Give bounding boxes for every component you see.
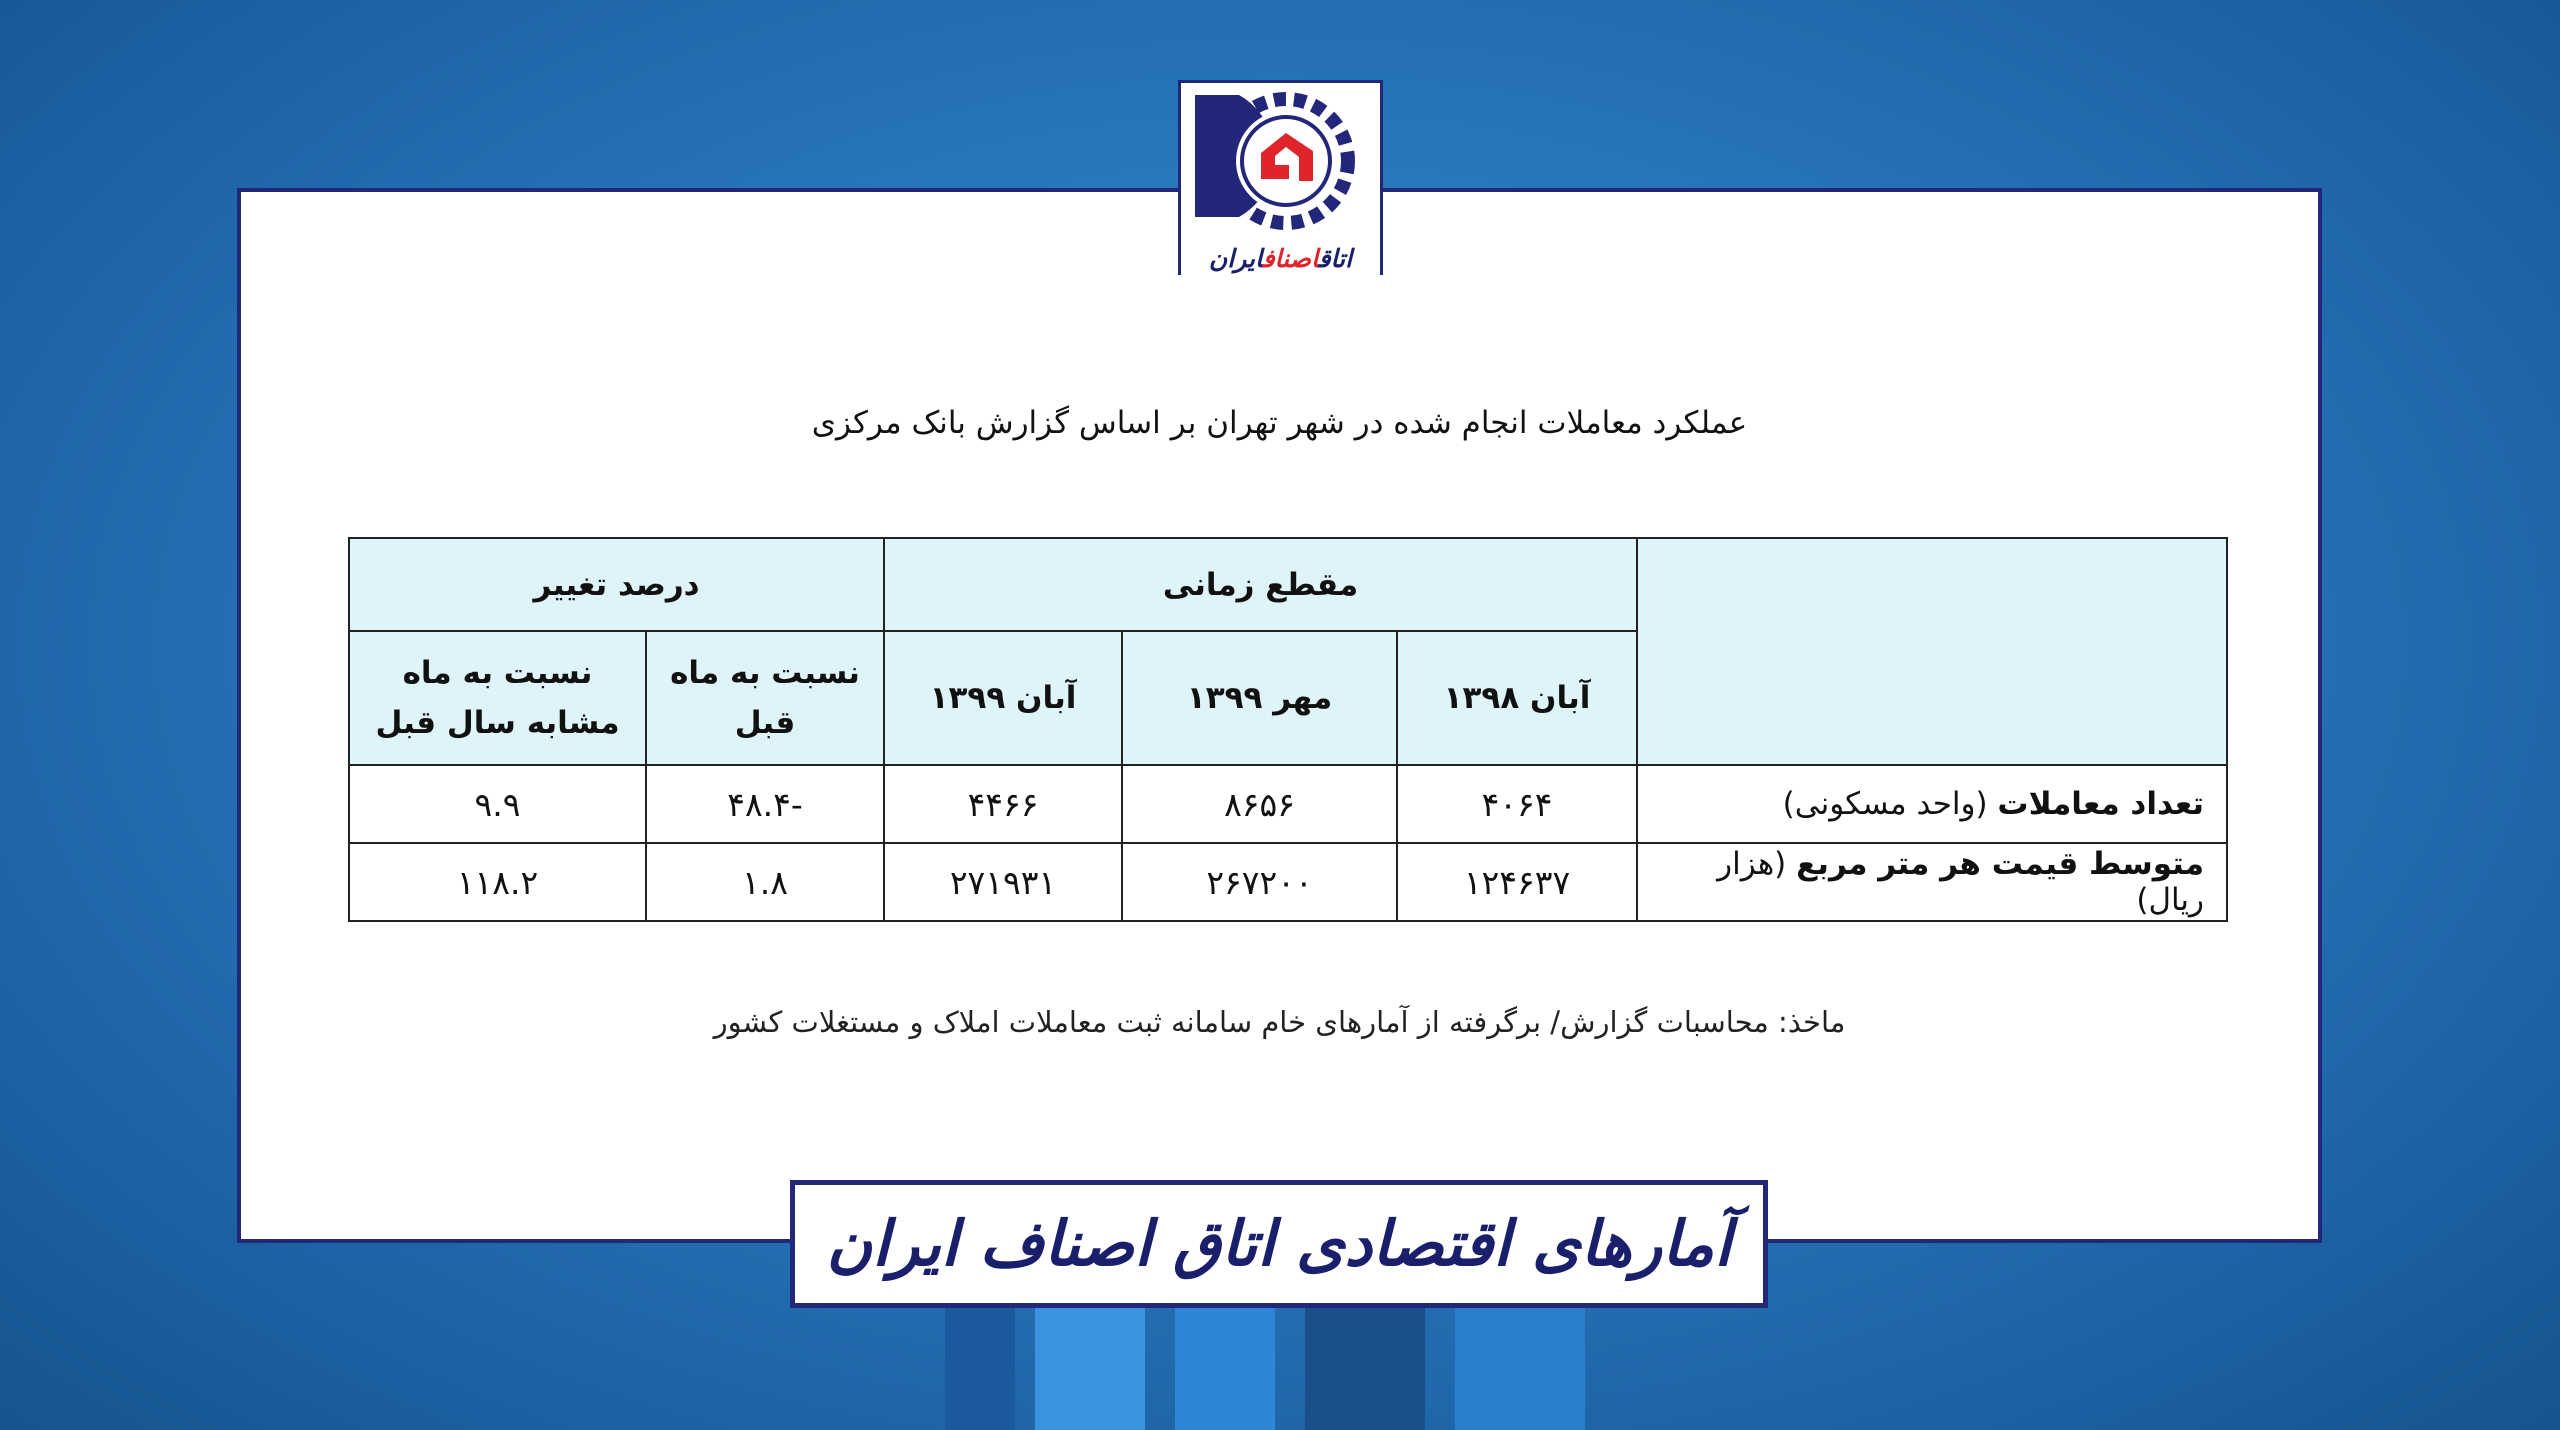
header-line: قبل	[734, 705, 796, 741]
row-label-unit: (هزار ریال)	[1717, 846, 2205, 918]
source-note: ماخذ: محاسبات گزارش/ برگرفته از آمارهای خام سامانه ثبت معاملات املاک و مستغلات کشور	[713, 1005, 1846, 1039]
change-group-header: درصد تغییر	[349, 538, 884, 631]
column-header: آبان ۱۳۹۸	[1397, 631, 1637, 765]
column-header: مهر ۱۳۹۹	[1122, 631, 1397, 765]
report-title: عملکرد معاملات انجام شده در شهر تهران بر اساس گزارش بانک مرکزی	[811, 405, 1748, 441]
table-row	[349, 843, 2227, 921]
header-line: مشابه سال قبل	[375, 705, 620, 741]
table-cell: ۲۷۱۹۳۱	[884, 843, 1122, 921]
table-cell: ۴۴۶۶	[884, 765, 1122, 843]
logo-text: اتاقاصنافایران	[1208, 244, 1353, 273]
table-cell: ۲۶۷۲۰۰	[1122, 843, 1397, 921]
row-label-unit: (واحد مسکونی)	[1782, 786, 1988, 822]
statistics-table	[348, 537, 2228, 922]
header-line: نسبت به ماه	[402, 655, 593, 691]
change-column-header	[646, 631, 884, 765]
table-cell: -۴۸.۴	[646, 765, 884, 843]
footer-banner	[790, 1180, 1768, 1308]
table-cell: ۱۱۸.۲	[349, 843, 646, 921]
table-cell: ۸۶۵۶	[1122, 765, 1397, 843]
organization-logo	[1178, 80, 1383, 275]
table-cell: ۱.۸	[646, 843, 884, 921]
row-label	[1637, 843, 2227, 921]
table-row	[349, 765, 2227, 843]
period-group-header: مقطع زمانی	[884, 538, 1637, 631]
row-label-bold: متوسط قیمت هر متر مربع	[1796, 846, 2205, 882]
gear-logo-icon	[1181, 83, 1380, 243]
column-header: آبان ۱۳۹۹	[884, 631, 1122, 765]
row-label	[1637, 765, 2227, 843]
change-column-header	[349, 631, 646, 765]
table-cell: ۱۲۴۶۳۷	[1397, 843, 1637, 921]
row-label-bold: تعداد معاملات	[1997, 786, 2205, 822]
row-label-header	[1637, 538, 2227, 765]
table-cell: ۹.۹	[349, 765, 646, 843]
table-cell: ۴۰۶۴	[1397, 765, 1637, 843]
decorative-bars	[945, 1300, 1615, 1430]
header-line: نسبت به ماه	[670, 655, 860, 691]
banner-text: آمارهای اقتصادی اتاق اصناف ایران	[826, 1207, 1732, 1280]
